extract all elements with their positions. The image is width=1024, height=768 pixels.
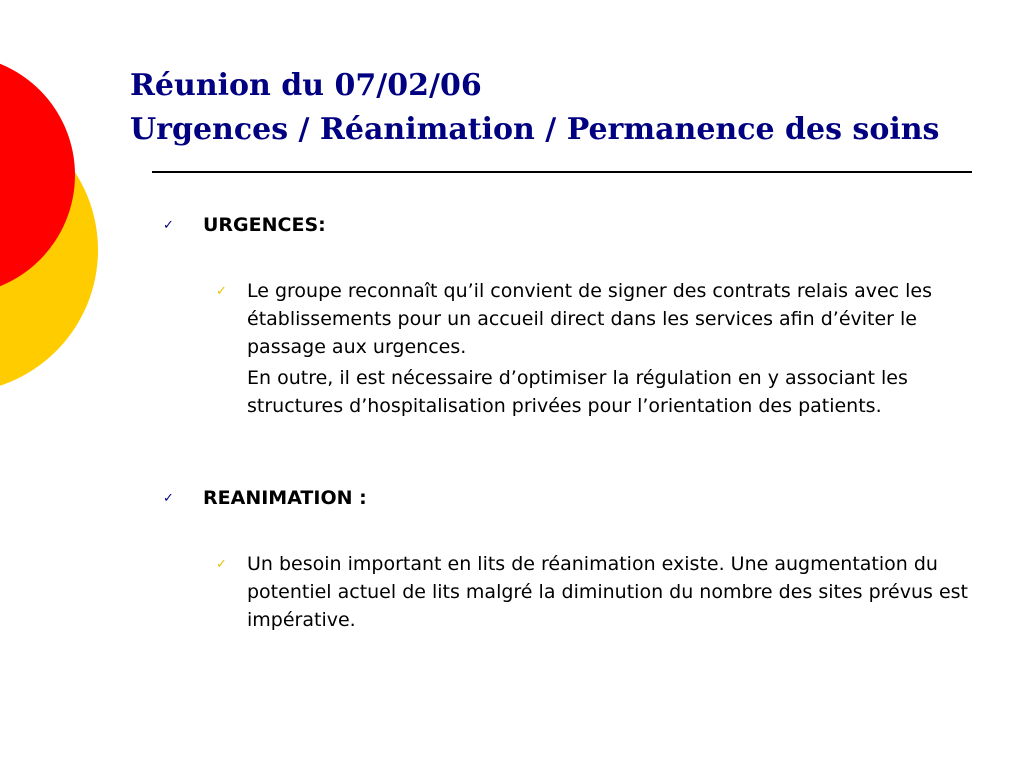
paragraph-urgences-1: Le groupe reconnaît qu’il convient de signer des contrats relais avec les établissements pour un accueil direct dans les services afin d’éviter le passage aux urgences. [247, 280, 932, 358]
checkmark-icon: ✓ [163, 491, 174, 506]
slide-title-line1: Réunion du 07/02/06 [130, 68, 482, 103]
paragraph-urgences-2: En outre, il est nécessaire d’optimiser la régulation en y associant les structures d’hospitalisation privées pour l’orientation des patients. [247, 367, 908, 417]
checkmark-icon: ✓ [216, 284, 227, 299]
section-heading-urgences: URGENCES: [203, 214, 326, 236]
section-heading-reanimation: REANIMATION : [203, 487, 367, 509]
checkmark-icon: ✓ [216, 557, 227, 572]
slide-title-line2: Urgences / Réanimation / Permanence des soins [130, 112, 940, 147]
paragraph-reanimation-1: Un besoin important en lits de réanimation existe. Une augmentation du potentiel actuel de lits malgré la diminution du nombre des sites prévus est impérative. [247, 553, 968, 631]
checkmark-icon: ✓ [163, 218, 174, 233]
